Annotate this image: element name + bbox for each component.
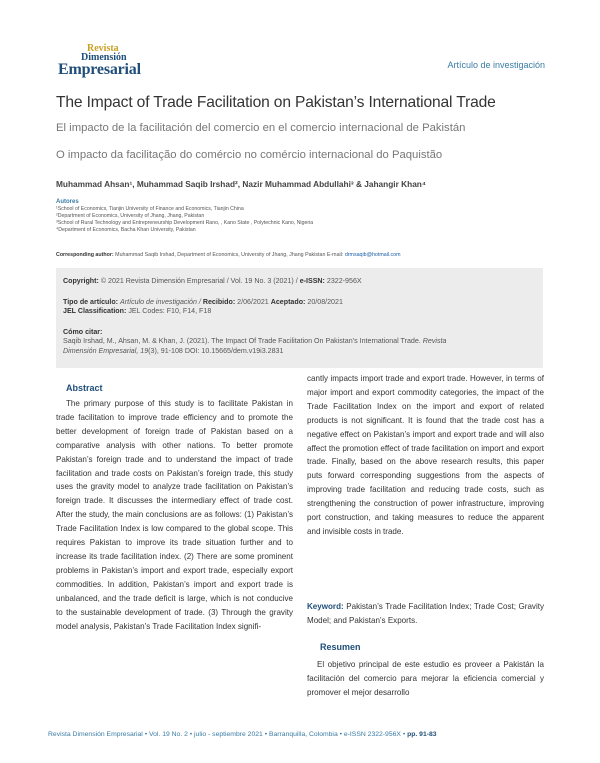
copyright-row [63, 277, 362, 285]
cite-journal-name: Dimensión Empresarial [63, 347, 137, 355]
keywords-label: Keyword: [307, 602, 344, 611]
cite-heading [63, 328, 102, 336]
author-list: Muhammad Ahsan¹, Muhammad Saqib Irshad², Nazir Muhammad Abdullahi³ & Jahangir Khan⁴ [56, 179, 426, 189]
aceptado-label: Aceptado: [270, 298, 306, 306]
abstract-text-left [56, 397, 293, 633]
cite-journal-part: Revista [422, 337, 447, 345]
keywords [307, 600, 544, 628]
affiliations-heading: Autores [56, 199, 79, 205]
footer-text: Revista Dimensión Empresarial • Vol. 19 No. 2 • julio - septiembre 2021 • Barranquilla, Colombia • e-ISSN 2322-956X • [48, 731, 406, 738]
article-info-box [56, 268, 543, 368]
keywords-text: Pakistan’s Trade Facilitation Index; Trade Cost; Gravity Model; and Pakistan’s Exports. [307, 602, 544, 625]
corresponding-author [56, 252, 536, 258]
page-footer [48, 731, 437, 738]
article-title-portuguese: O impacto da facilitação do comércio no comércio internacional do Paquistão [56, 149, 443, 161]
corresponding-label: Corresponding author: [56, 252, 114, 258]
article-title: The Impact of Trade Facilitation on Pakistan’s International Trade [56, 94, 496, 111]
abstract-paragraph: The primary purpose of this study is to facilitate Pakistan in trade facilitation to improve trade efficiency and to promote the better development of foreign trade of Pakistan based on a comparative analysis with other nations. To better promote Pakistan’s foreign trade and to understand the impact of trade facilitation and trade costs on Pakistan’s foreign trade, this study uses the gravity model to analyze trade facilitation on Pakistan’s foreign trade. It discusses the intermediary effect of trade cost. After the study, the main conclusions are as follows: (1) Pakistan’s Trade Facilitation Index is low compared to the global scope. This requires Pakistan to improve its trade situation further and to increase its trade facilitation index. (2) There are some prominent problems in Pakistan’s import and export trade, especially export commodities. In addition, Pakistan’s import and export trade is unbalanced, and the trade deficit is large, which is not conducive to the sustainable development of trade. (3) Through the gravity model analysis, Pakistan’s Trade Facilitation Index signifi- [56, 399, 293, 631]
cite-line-2 [63, 347, 283, 355]
cite-doi: (3), 91-108 DOI: 10.15665/dem.v19i3.2831 [148, 347, 284, 355]
affiliation-item: ¹School of Economics, Tianjin University of Finance and Economics, Tianjin China [56, 206, 244, 212]
abstract-text-right [307, 372, 544, 539]
logo-line-dimension: Dimensión [81, 52, 127, 63]
affiliation-item: ³School of Rural Technology and Entrepreneurship Development Rano, , Kano State , Polytechnic Kano, Nigeria [56, 220, 314, 226]
copyright-label: Copyright: [63, 277, 99, 285]
corresponding-email-link[interactable]: drmsaqib@hotmail.com [344, 252, 401, 258]
article-type-label: Artículo de investigación [447, 60, 545, 70]
jel-value: JEL Codes: F10, F14, F18 [128, 307, 212, 315]
article-title-spanish: El impacto de la facilitación del comercio en el comercio internacional de Pakistán [56, 122, 466, 134]
logo-line-empresarial: Empresarial [58, 61, 141, 78]
affiliation-item: ²Department of Economics, University of Jhang, Jhang, Pakistan [56, 213, 205, 219]
eissn-value: 2322-956X [326, 277, 362, 285]
footer-pages: pp. 91-83 [407, 731, 437, 738]
cite-line-1 [63, 337, 446, 345]
cite-volume: , 19 [136, 347, 149, 355]
jel-row [63, 307, 211, 315]
cite-text: Saqib Irshad, M., Ahsan, M. & Khan, J. (2021). The Impact Of Trade Facilitation On Pakistan’s International Trade. [63, 337, 421, 345]
eissn-label: e-ISSN: [299, 277, 325, 285]
affiliation-item: ⁴Department of Economics, Bacha Khan University, Pakistan [56, 227, 196, 233]
copyright-text: © 2021 Revista Dimensión Empresarial / Vol. 19 No. 3 (2021) / [100, 277, 298, 285]
recibido-label: Recibido: [202, 298, 236, 306]
logo-line-revista: Revista [87, 43, 119, 54]
article-type-row [63, 298, 343, 306]
tipo-label: Tipo de artículo: [63, 298, 119, 306]
abstract-heading: Abstract [66, 383, 103, 393]
cite-label: Cómo citar: [63, 328, 103, 336]
corresponding-text: Muhammad Saqib Irshad, Department of Economics, University of Jhang, Jhang Pakistan E-mail: [115, 252, 344, 258]
tipo-value: Artículo de investigación / [120, 298, 201, 306]
recibido-value: 2/06/2021 [237, 298, 269, 306]
aceptado-value: 20/08/2021 [307, 298, 343, 306]
resumen-heading: Resumen [320, 642, 361, 652]
abstract-paragraph-cont: cantly impacts import trade and export trade. However, in terms of major import and export commodity categories, the impact of the Trade Facilitation Index on the import and export of related products is not significant. It is found that the trade cost has a negative effect on Pakistan’s import and export trade and will also affect the promotion effect of trade facilitation on import and export trade. Finally, based on the above research results, this paper puts forward corresponding suggestions from the aspects of improving trade facilitation and reducing trade costs, such as strengthening the construction of power infrastructure, improving port construction, and taking measures to reduce the apparent and invisible costs in trade. [307, 374, 544, 536]
journal-logo [58, 44, 168, 78]
resumen-text: El objetivo principal de este estudio es proveer a Pakistán la facilitación del comercio para mejorar la eficiencia comercial y promover el mejor desarrollo [307, 660, 544, 697]
affiliations [56, 199, 536, 234]
jel-label: JEL Classification: [63, 307, 127, 315]
